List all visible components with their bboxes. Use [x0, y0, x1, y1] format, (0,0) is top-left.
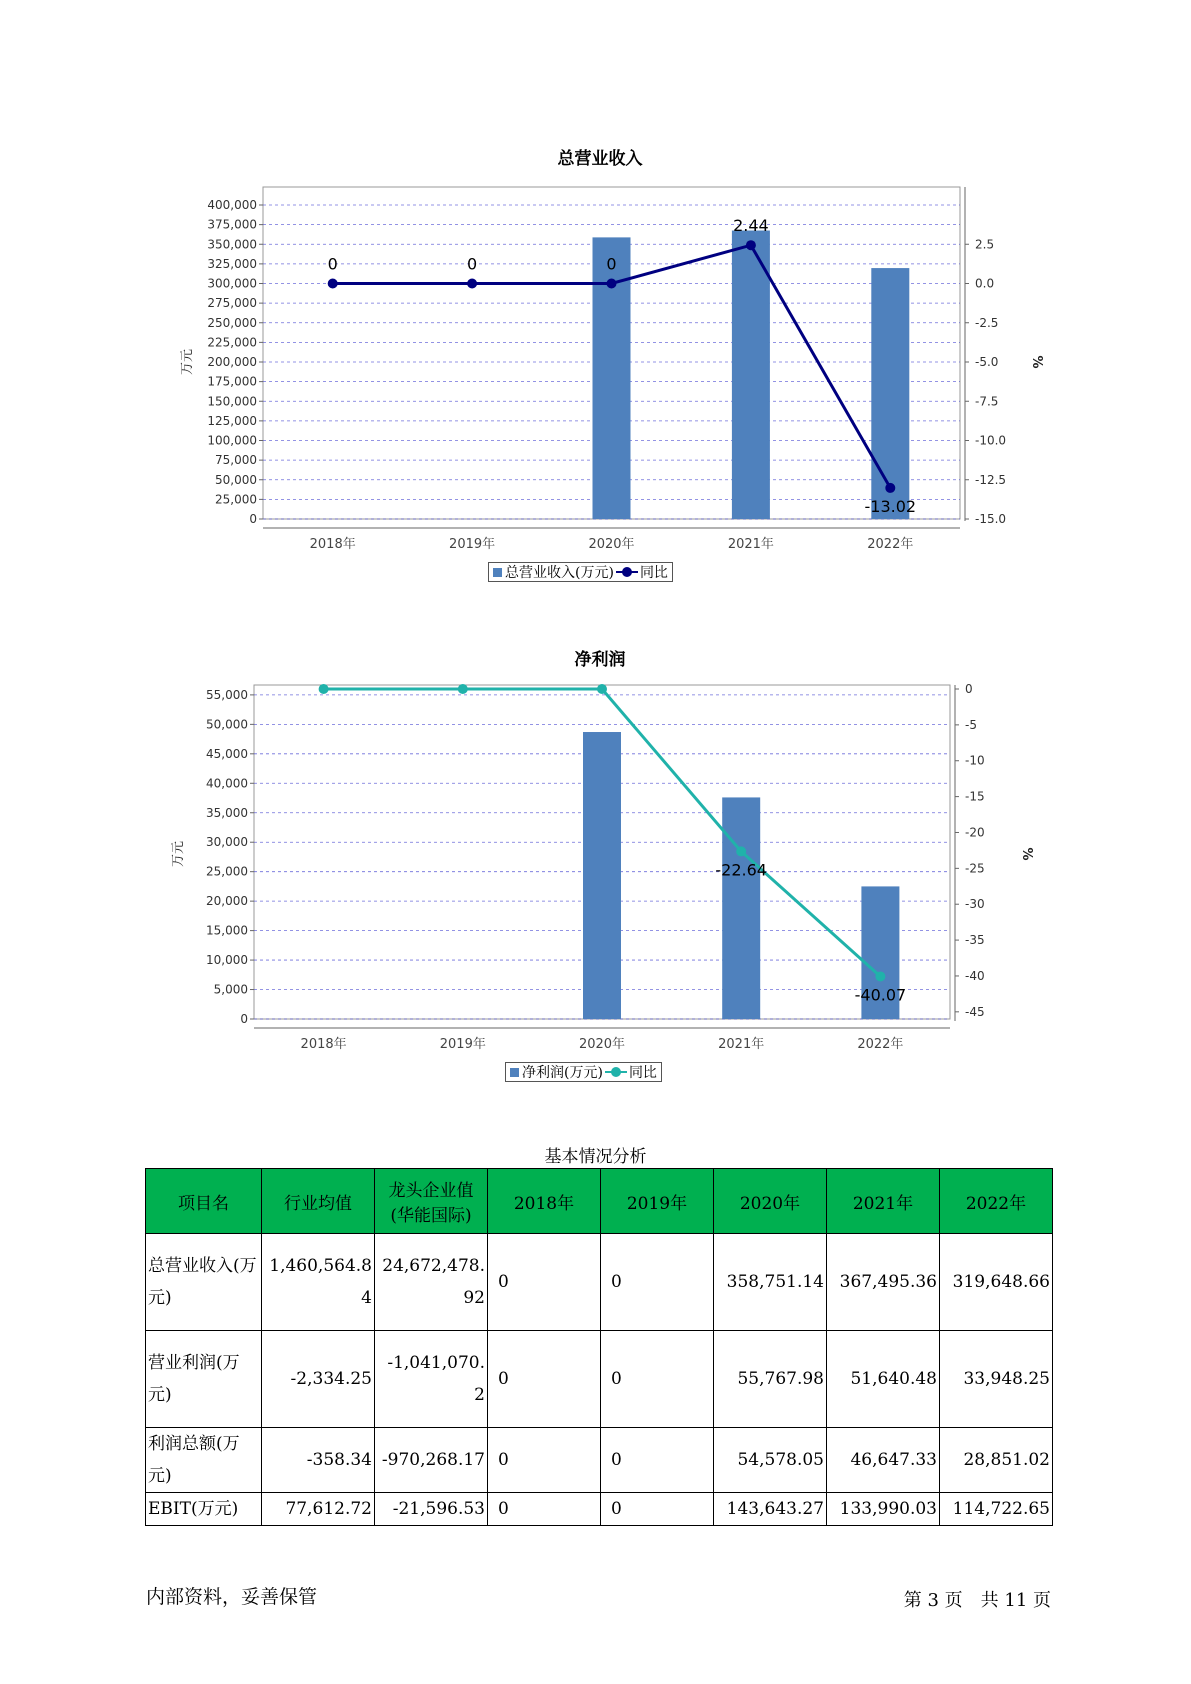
year-cell: 55,767.98: [714, 1331, 827, 1428]
year-cell: 0: [601, 1234, 714, 1331]
year-cell: 28,851.02: [940, 1428, 1053, 1493]
x-tick-label: 2021年: [718, 1037, 765, 1052]
leader-cell: -1,041,070.2: [375, 1331, 488, 1428]
yoy-data-label: 2.44: [733, 216, 769, 236]
year-cell: 0: [601, 1428, 714, 1493]
y2-tick-label: -10.0: [975, 433, 1007, 448]
year-cell: 143,643.27: [714, 1493, 827, 1526]
legend-bar-label: 净利润(万元): [522, 1065, 603, 1081]
legend-bar-swatch: [493, 568, 502, 577]
yoy-point: [458, 684, 468, 694]
y2-tick-label: -40: [965, 968, 985, 983]
yoy-point: [746, 240, 756, 250]
basic-analysis-table: [145, 1168, 1053, 1526]
y-tick-label: 225,000: [207, 335, 257, 350]
x-tick-label: 2022年: [867, 537, 914, 552]
table-row: [146, 1331, 1053, 1428]
header-cell: 2021年: [827, 1169, 940, 1234]
y2-tick-label: 0: [965, 682, 973, 696]
y-tick-label: 300,000: [207, 276, 257, 291]
y2-tick-label: -5.0: [975, 355, 999, 369]
y-tick-label: 375,000: [207, 217, 257, 232]
legend-line-swatch: [605, 1067, 627, 1077]
header-cell: 行业均值: [262, 1169, 375, 1234]
y-tick-label: 150,000: [207, 394, 257, 409]
y2-tick-label: -15: [965, 789, 985, 804]
y-tick-label: 25,000: [206, 864, 248, 879]
y-tick-label: 325,000: [207, 256, 257, 271]
legend-bar-swatch: [510, 1068, 519, 1077]
year-cell: 114,722.65: [940, 1493, 1053, 1526]
y-tick-label: 45,000: [206, 746, 248, 761]
y-tick-label: 55,000: [206, 687, 248, 702]
industry-avg-cell: -2,334.25: [262, 1331, 375, 1428]
y-tick-label: 125,000: [207, 413, 257, 428]
y2-tick-label: -25: [965, 861, 985, 876]
y-tick-label: 20,000: [206, 894, 248, 909]
leader-cell: -21,596.53: [375, 1493, 488, 1526]
legend-line-label: 同比: [628, 1065, 657, 1081]
x-tick-label: 2019年: [439, 1037, 486, 1052]
legend-line-swatch: [616, 567, 638, 577]
yoy-data-label: 0: [467, 254, 478, 274]
legend-bar-label: 总营业收入(万元): [505, 565, 614, 581]
chart2-legend: [505, 1062, 662, 1082]
yoy-data-label: -40.07: [854, 985, 907, 1005]
y-tick-label: 275,000: [207, 296, 257, 311]
leader-cell: 24,672,478.92: [375, 1234, 488, 1331]
row-name-cell: 营业利润(万元): [146, 1331, 262, 1428]
yoy-point: [328, 279, 338, 289]
y-axis-title: 万元: [180, 348, 195, 376]
yoy-point: [607, 279, 617, 289]
x-tick-label: 2018年: [300, 1037, 347, 1052]
leader-cell: -970,268.17: [375, 1428, 488, 1493]
header-cell: 2022年: [940, 1169, 1053, 1234]
year-cell: 33,948.25: [940, 1331, 1053, 1428]
year-cell: 319,648.66: [940, 1234, 1053, 1331]
table-row: [146, 1493, 1053, 1526]
y-tick-label: 350,000: [207, 237, 257, 252]
x-tick-label: 2021年: [727, 537, 774, 552]
chart2-title: 净利润: [574, 650, 626, 670]
x-tick-label: 2022年: [857, 1037, 904, 1052]
y-tick-label: 30,000: [206, 835, 248, 850]
year-cell: 51,640.48: [827, 1331, 940, 1428]
y2-tick-label: -10: [965, 753, 985, 768]
y-tick-label: 200,000: [207, 355, 257, 369]
y2-tick-label: -45: [965, 1004, 985, 1019]
table-row: [146, 1428, 1053, 1493]
year-cell: 133,990.03: [827, 1493, 940, 1526]
bar: [871, 268, 909, 519]
x-tick-label: 2019年: [449, 537, 496, 552]
y-tick-label: 5,000: [213, 982, 248, 997]
y-tick-label: 10,000: [206, 953, 248, 968]
yoy-point: [467, 279, 477, 289]
yoy-data-label: -13.02: [864, 496, 917, 516]
bar: [722, 797, 760, 1019]
row-name-cell: 总营业收入(万元): [146, 1234, 262, 1331]
bar: [732, 231, 770, 519]
y2-tick-label: -20: [965, 825, 985, 840]
x-tick-label: 2018年: [309, 537, 356, 552]
y-tick-label: 250,000: [207, 315, 257, 330]
chart1-legend: [488, 562, 673, 582]
industry-avg-cell: 77,612.72: [262, 1493, 375, 1526]
chart1-title: 总营业收入: [557, 149, 643, 169]
y2-tick-label: -12.5: [975, 472, 1007, 487]
y-tick-label: 100,000: [207, 433, 257, 448]
yoy-data-label: 0: [327, 254, 338, 274]
y2-tick-label: -30: [965, 897, 985, 912]
y2-tick-label: -35: [965, 933, 985, 948]
y2-tick-label: -15.0: [975, 512, 1007, 526]
y-tick-label: 0: [240, 1012, 248, 1026]
y-tick-label: 50,000: [215, 472, 257, 487]
year-cell: 0: [488, 1428, 601, 1493]
yoy-data-label: -22.64: [715, 860, 767, 880]
yoy-point: [875, 971, 885, 981]
year-cell: 0: [601, 1493, 714, 1526]
yoy-point: [736, 846, 746, 856]
bar: [583, 732, 621, 1019]
y-tick-label: 15,000: [206, 923, 248, 938]
header-cell: 龙头企业值(华能国际): [375, 1169, 488, 1234]
footer-confidential-note: 内部资料，妥善保管: [146, 1586, 318, 1608]
year-cell: 358,751.14: [714, 1234, 827, 1331]
y2-tick-label: -2.5: [975, 315, 999, 330]
y-tick-label: 400,000: [207, 198, 257, 212]
yoy-point: [597, 684, 607, 694]
year-cell: 0: [488, 1234, 601, 1331]
yoy-data-label: 0: [606, 254, 617, 274]
header-cell: 2019年: [601, 1169, 714, 1234]
year-cell: 0: [601, 1331, 714, 1428]
legend-line-label: 同比: [639, 565, 668, 581]
year-cell: 0: [488, 1493, 601, 1526]
header-cell: 2020年: [714, 1169, 827, 1234]
y2-tick-label: 2.5: [975, 237, 995, 252]
table-row: [146, 1234, 1053, 1331]
revenue-chart: [0, 0, 1191, 620]
y-tick-label: 35,000: [206, 805, 248, 820]
year-cell: 367,495.36: [827, 1234, 940, 1331]
industry-avg-cell: 1,460,564.84: [262, 1234, 375, 1331]
header-cell: 2018年: [488, 1169, 601, 1234]
year-cell: 0: [488, 1331, 601, 1428]
y-tick-label: 40,000: [206, 776, 248, 791]
y2-tick-label: -5: [965, 717, 977, 732]
header-cell: 项目名: [146, 1169, 262, 1234]
net-profit-chart: [0, 620, 1191, 1090]
table-title: 基本情况分析: [544, 1147, 647, 1167]
y-tick-label: 175,000: [207, 374, 257, 389]
yoy-point: [885, 483, 895, 493]
y2-tick-label: 0.0: [975, 276, 995, 291]
x-tick-label: 2020年: [588, 537, 635, 552]
y-tick-label: 50,000: [206, 717, 248, 732]
row-name-cell: 利润总额(万元): [146, 1428, 262, 1493]
y-tick-label: 25,000: [215, 492, 257, 507]
footer-page-number: 第 3 页 共 11 页: [903, 1590, 1051, 1611]
row-name-cell: EBIT(万元): [146, 1493, 262, 1526]
y-axis-title: 万元: [171, 840, 186, 868]
x-tick-label: 2020年: [578, 1037, 626, 1052]
yoy-point: [319, 684, 329, 694]
year-cell: 46,647.33: [827, 1428, 940, 1493]
industry-avg-cell: -358.34: [262, 1428, 375, 1493]
y-tick-label: 75,000: [215, 453, 257, 468]
table-header-row: [146, 1169, 1053, 1234]
y2-axis-title: %: [1029, 355, 1044, 369]
y-tick-label: 0: [249, 512, 257, 526]
y2-axis-title: %: [1019, 847, 1034, 861]
y2-tick-label: -7.5: [975, 394, 999, 409]
year-cell: 54,578.05: [714, 1428, 827, 1493]
